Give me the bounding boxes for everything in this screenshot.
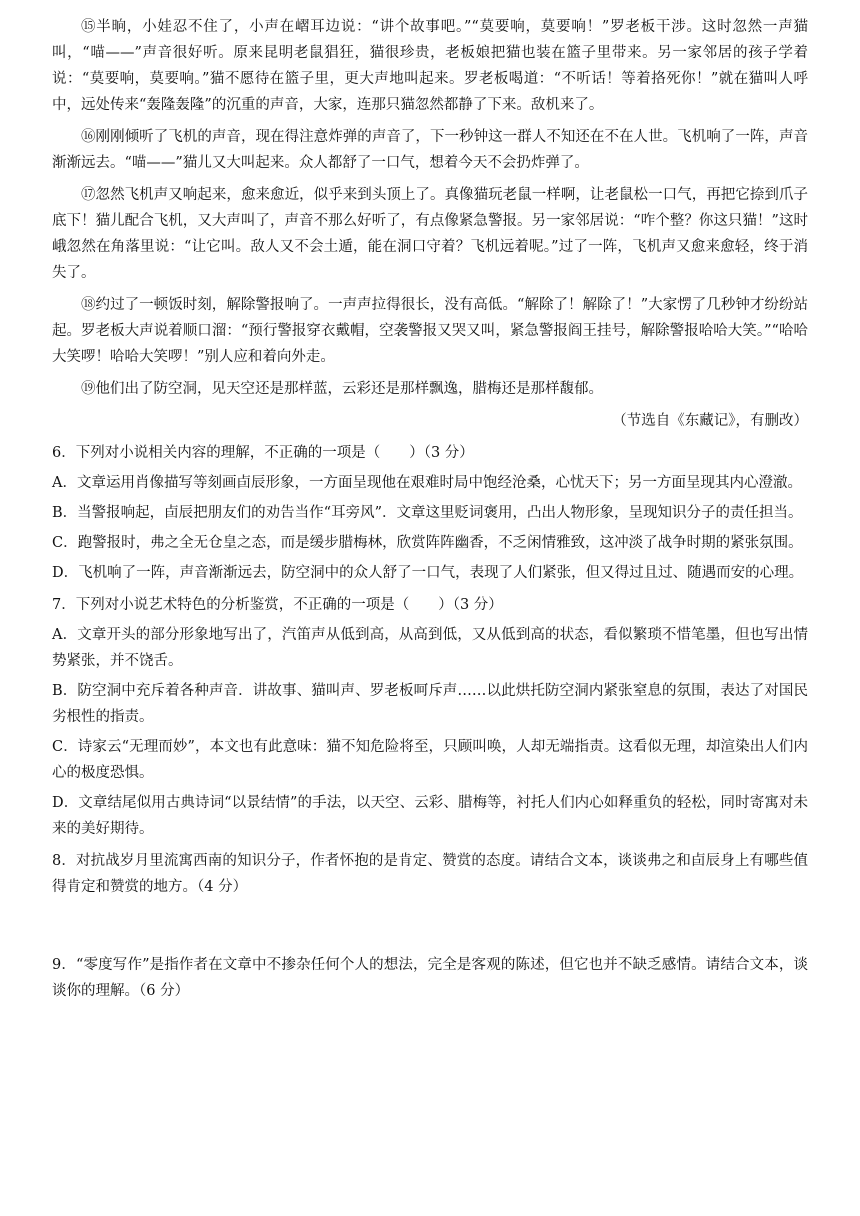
question-6-option-d: D．飞机响了一阵，声音渐渐远去，防空洞中的众人舒了一口气，表现了人们紧张，但又得过且过、随遇而安的心理。 [52,565,804,581]
exam-page [52,14,808,1004]
question-9: 9．“零度写作”是指作者在文章中不掺杂任何个人的想法，完全是客观的陈述，但它也并不缺乏感情。请结合文本，谈谈你的理解。（6 分） [52,957,808,999]
passage-paragraph-15: ⑮半晌，小娃忍不住了，小声在嶍耳边说：“讲个故事吧。”“莫要响，莫要响！”罗老板干涉。这时忽然一声猫叫，“喵——”声音很好听。原来昆明老鼠猖狂，猫很珍贵，老板娘把猫也装在篮子里带来。另一家邻居的孩子学着说：“莫要响，莫要响。”猫不愿待在篮子里，更大声地叫起来。罗老板喝道：“不听话！等着挌死你！”就在猫叫人呼中，远处传来“轰隆轰隆”的沉重的声音，大家，连那只猫忽然都静了下来。敌机来了。 [52,19,808,113]
question-6-option-b: B．当警报响起，卣辰把朋友们的劝告当作“耳旁风”．文章这里贬词褒用，凸出人物形象，呈现知识分子的责任担当。 [52,505,803,521]
question-6-option-c: C．跑警报时，弗之全无仓皇之态，而是缓步腊梅林，欣赏阵阵幽香，不乏闲情雅致，这冲淡了战争时期的紧张氛围。 [52,535,803,551]
question-7-option-b: B．防空洞中充斥着各种声音．讲故事、猫叫声、罗老板呵斥声……以此烘托防空洞内紧张窒息的氛围，表达了对国民劣根性的指责。 [52,683,808,725]
passage-paragraph-16: ⑯刚刚倾听了飞机的声音，现在得注意炸弹的声音了，下一秒钟这一群人不知还在不在人世。飞机响了一阵，声音渐渐远去。“喵——”猫儿又大叫起来。众人都舒了一口气，想着今天不会扔炸弹了。 [52,129,808,171]
question-7-option-c: C．诗家云“无理而妙”，本文也有此意味：猫不知危险将至，只顾叫唤，人却无端指责。这看似无理，却渲染出人们内心的极度恐惧。 [52,739,808,781]
question-6-stem: 6．下列对小说相关内容的理解，不正确的一项是（ ）（3 分） [52,445,474,461]
passage-paragraph-17: ⑰忽然飞机声又响起来，愈来愈近，似乎来到头顶上了。真像猫玩老鼠一样啊，让老鼠松一口气，再把它捺到爪子底下！猫儿配合飞机，又大声叫了，声音不那么好听了，有点像紧急警报。另一家邻居说：“咋个整？你这只猫！”这时峨忽然在角落里说：“让它叫。敌人又不会土遁，能在洞口守着？飞机远着呢。”过了一阵，飞机声又愈来愈轻，终于消失了。 [52,187,808,281]
passage-paragraph-18: ⑱约过了一顿饭时刻，解除警报响了。一声声拉得很长，没有高低。“解除了！解除了！”大家愣了几秒钟才纷纷站起。罗老板大声说着顺口溜：“预行警报穿衣戴帽，空袭警报又哭又叫，紧急警报阎王挂号，解除警报哈哈大笑。”“哈哈大笑啰！哈哈大笑啰！”别人应和着向外走。 [52,297,808,365]
question-7-option-d: D．文章结尾似用古典诗词“以景结情”的手法，以天空、云彩、腊梅等，衬托人们内心如释重负的轻松，同时寄寓对未来的美好期待。 [52,795,808,837]
answer-space [52,900,808,946]
question-7-option-a: A．文章开头的部分形象地写出了，汽笛声从低到高，从高到低，又从低到高的状态，看似繁琐不惜笔墨，但也写出情势紧张，并不饶舌。 [52,627,808,669]
passage-paragraph-19: ⑲他们出了防空洞，见天空还是那样蓝，云彩还是那样飘逸，腊梅还是那样馥郁。 [81,381,603,397]
passage-source: （节选自《东藏记》，有删改） [612,413,808,429]
question-7-stem: 7．下列对小说艺术特色的分析鉴赏，不正确的一项是（ ）（3 分） [52,597,503,613]
question-8: 8．对抗战岁月里流寓西南的知识分子，作者怀抱的是肯定、赞赏的态度。请结合文本，谈谈弗之和卣辰身上有哪些值得肯定和赞赏的地方。（4 分） [52,853,808,895]
question-6-option-a: A．文章运用肖像描写等刻画卣辰形象，一方面呈现他在艰难时局中饱经沧桑，心忧天下；另一方面呈现其内心澄澈。 [52,475,802,491]
